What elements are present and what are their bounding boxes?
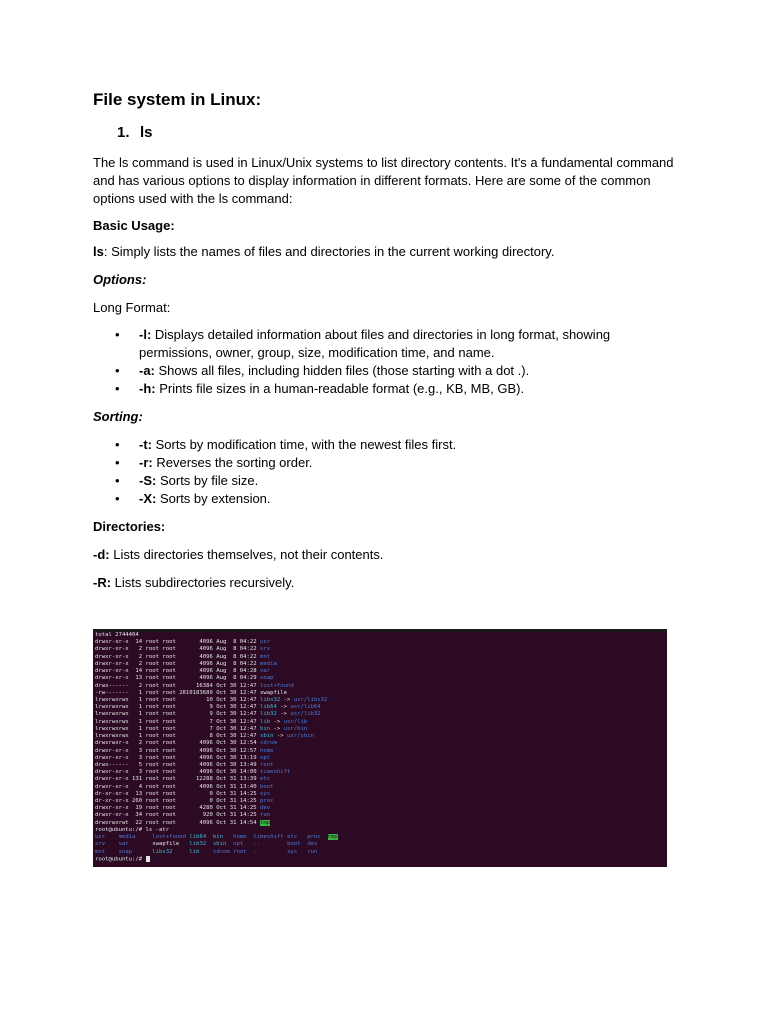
row-attributes: lrwxrwxrwx 1 root root 9 Oct 30 12:47 xyxy=(95,711,261,718)
listing-entry: sbin xyxy=(212,841,227,848)
listing-entry: .. xyxy=(253,841,261,848)
listing-entry: etc xyxy=(287,834,298,841)
sorting-heading: Sorting: xyxy=(93,409,143,424)
row-link-target: usr/lib64 xyxy=(290,704,321,711)
option-text: Sorts by modification time, with the newest files first. xyxy=(155,437,457,452)
listing-entry: media xyxy=(118,834,136,841)
terminal-row xyxy=(95,805,341,812)
option-flag: -t: xyxy=(139,437,152,452)
row-link-target: usr/lib32 xyxy=(290,711,321,718)
option-text: Displays detailed information about files and directories in long format, showing xyxy=(154,327,611,342)
row-entry-name: lib xyxy=(260,718,271,725)
row-attributes: drwx------ 2 root root 16384 Oct 30 12:47 xyxy=(95,682,261,689)
row-entry-name: etc xyxy=(260,776,271,783)
terminal-row xyxy=(95,776,341,783)
terminal-prompt-line xyxy=(95,827,341,834)
listing-gap xyxy=(223,834,233,840)
row-attributes: dr-xr-xr-x 260 root root 0 Oct 31 14:25 xyxy=(95,798,261,805)
intro-line: options used with the ls command: xyxy=(93,191,293,206)
directories-option-r xyxy=(93,574,294,592)
listing-gap xyxy=(328,841,341,847)
listing-gap xyxy=(132,849,152,855)
section-name: ls xyxy=(140,124,153,141)
row-attributes: drwxrwxr-x 2 root root 4096 Oct 30 12:54 xyxy=(95,740,261,747)
listing-entry: timeshift xyxy=(253,834,284,841)
long-format-list xyxy=(93,326,610,398)
listing-entry: mnt xyxy=(95,848,106,855)
listing-entry: sys xyxy=(287,848,298,855)
list-item xyxy=(93,326,610,362)
terminal-row xyxy=(95,762,341,769)
row-attributes: dr-xr-xr-x 13 root root 0 Oct 31 14:25 xyxy=(95,790,261,797)
terminal-row xyxy=(95,639,341,646)
row-attributes: drwxr-xr-x 3 root root 4096 Oct 30 13:19 xyxy=(95,754,261,761)
row-attributes: lrwxrwxrwx 1 root root 10 Oct 30 12:47 xyxy=(95,696,261,703)
terminal-row xyxy=(95,740,341,747)
terminal-row xyxy=(95,798,341,805)
listing-entry: root xyxy=(233,848,247,855)
row-entry-name: proc xyxy=(260,798,274,805)
terminal-row xyxy=(95,646,341,653)
total-text: total 2744404 xyxy=(95,632,139,638)
bullet-icon: • xyxy=(115,455,120,470)
listing-entry: lib32 xyxy=(189,841,207,848)
listing-gap xyxy=(328,849,341,855)
listing-gap xyxy=(243,841,253,847)
option-flag: -d: xyxy=(93,547,110,562)
row-entry-name: bin xyxy=(260,725,271,732)
terminal-row xyxy=(95,675,341,682)
listing-gap xyxy=(317,849,327,855)
bullet-icon: • xyxy=(115,437,120,452)
listing-entry: boot xyxy=(287,841,301,848)
row-attributes: lrwxrwxrwx 1 root root 8 Oct 30 12:47 xyxy=(95,733,261,740)
list-item xyxy=(93,362,610,380)
row-link-target: usr/lib xyxy=(283,718,308,725)
directories-option-d xyxy=(93,546,383,564)
row-link-arrow: -> xyxy=(276,711,291,718)
section-heading xyxy=(117,124,153,141)
terminal-row xyxy=(95,791,341,798)
row-entry-name: sys xyxy=(260,790,271,797)
listing-entry: bin xyxy=(212,834,224,841)
terminal-row xyxy=(95,683,341,690)
terminal-row xyxy=(95,661,341,668)
terminal-listing-row xyxy=(95,841,341,848)
option-text: Prints file sizes in a human-readable format (e.g., KB, MB, GB). xyxy=(159,381,525,396)
row-entry-name: var xyxy=(260,668,271,675)
listing-entry: lost+found xyxy=(152,834,186,841)
bullet-icon: • xyxy=(115,363,120,378)
sorting-list xyxy=(93,436,456,508)
listing-entry: usr xyxy=(95,834,106,841)
listing-gap xyxy=(135,834,152,840)
terminal-row xyxy=(95,654,341,661)
row-entry-name: tmp xyxy=(260,819,271,826)
listing-entry: dev xyxy=(307,841,318,848)
listing-gap xyxy=(179,841,189,847)
row-link-arrow: -> xyxy=(273,733,287,740)
listing-entry: cdrom xyxy=(212,848,230,855)
option-flag: -R: xyxy=(93,575,112,590)
row-entry-name: libx32 xyxy=(260,696,281,703)
listing-gap xyxy=(105,849,118,855)
row-attributes: drwxr-xr-x 131 root root 12288 Oct 31 13:39 xyxy=(95,776,261,783)
directories-heading: Directories: xyxy=(93,519,166,534)
row-attributes: drwxr-xr-x 2 root root 4096 Aug 8 04:22 xyxy=(95,653,261,660)
listing-gap xyxy=(105,834,118,840)
option-flag: -r: xyxy=(139,455,153,470)
row-link-arrow: -> xyxy=(270,725,284,732)
listing-entry: lib xyxy=(189,848,200,855)
bullet-icon: • xyxy=(115,473,120,488)
listing-entry: home xyxy=(233,834,247,841)
row-entry-name: run xyxy=(260,812,271,819)
option-text: permissions, owner, group, size, modification time, and name. xyxy=(139,345,495,360)
intro-line: and has various options to display information in different formats. Here are some of the common xyxy=(93,173,651,188)
listing-gap xyxy=(105,841,118,847)
basic-usage-text: : Simply lists the names of files and directories in the current working directory. xyxy=(103,244,555,259)
bullet-icon: • xyxy=(115,381,120,396)
row-link-target: usr/libx32 xyxy=(293,696,328,703)
row-entry-name: lib64 xyxy=(260,704,277,711)
terminal-row xyxy=(95,690,341,697)
listing-gap xyxy=(173,849,190,855)
row-entry-name: usr xyxy=(260,639,271,646)
listing-entry: tmp xyxy=(327,834,338,841)
row-attributes: drwxr-xr-x 3 root root 4096 Oct 30 12:57 xyxy=(95,747,261,754)
bullet-icon: • xyxy=(115,491,120,506)
row-attributes: lrwxrwxrwx 1 root root 7 Oct 30 12:47 xyxy=(95,718,261,725)
row-entry-name: root xyxy=(260,761,274,768)
row-attributes: drwxr-xr-x 34 root root 920 Oct 31 14:25 xyxy=(95,812,261,819)
row-attributes: -rw------- 1 root root 2810183680 Oct 30 12:47 xyxy=(95,689,261,696)
row-entry-name: lib32 xyxy=(260,711,277,718)
listing-entry: var xyxy=(118,841,129,848)
listing-gap xyxy=(260,841,287,847)
terminal-listing-row xyxy=(95,849,341,856)
row-entry-name: snap xyxy=(260,675,274,682)
row-link-arrow: -> xyxy=(270,718,284,725)
row-attributes: drwxr-xr-x 4 root root 4096 Oct 31 13:40 xyxy=(95,783,261,790)
listing-gap xyxy=(199,849,212,855)
options-heading: Options: xyxy=(93,272,147,287)
row-attributes: drwxrwxrwt 22 root root 4096 Oct 31 14:54 xyxy=(95,819,261,826)
listing-entry: proc xyxy=(307,834,321,841)
option-flag: -h: xyxy=(139,381,156,396)
row-entry-name: sbin xyxy=(260,733,274,740)
row-link-arrow: -> xyxy=(280,696,294,703)
row-attributes: drwxr-xr-x 19 root root 4280 Oct 31 14:25 xyxy=(95,805,261,812)
row-link-target: usr/sbin xyxy=(287,733,314,740)
option-flag: -a: xyxy=(139,363,155,378)
listing-gap xyxy=(297,849,307,855)
terminal-row xyxy=(95,697,341,704)
intro-line: The ls command is used in Linux/Unix systems to list directory contents. It's a fundamental command xyxy=(93,155,674,170)
terminal-screenshot xyxy=(93,629,667,867)
listing-entry: swapfile xyxy=(152,841,180,848)
terminal-listing-row xyxy=(95,834,341,841)
row-entry-name: mnt xyxy=(260,653,271,660)
list-item xyxy=(93,472,456,490)
long-format-heading: Long Format: xyxy=(93,300,171,315)
option-text: Lists directories themselves, not their contents. xyxy=(113,547,384,562)
terminal-row xyxy=(95,726,341,733)
row-entry-name: home xyxy=(260,747,274,754)
listing-gap xyxy=(206,841,213,847)
row-attributes: lrwxrwxrwx 1 root root 7 Oct 30 12:47 xyxy=(95,725,261,732)
listing-entry: snap xyxy=(118,848,133,855)
terminal-total-line xyxy=(95,632,341,639)
listing-gap xyxy=(317,841,327,847)
terminal-prompt-line xyxy=(95,856,341,863)
intro-paragraph xyxy=(93,154,674,208)
terminal-row xyxy=(95,711,341,718)
row-entry-name: swapfile xyxy=(260,689,287,696)
terminal-row xyxy=(95,719,341,726)
listing-entry: run xyxy=(307,848,318,855)
terminal-row xyxy=(95,812,341,819)
row-entry-name: media xyxy=(260,660,277,667)
option-text: Reverses the sorting order. xyxy=(156,455,313,470)
row-attributes: lrwxrwxrwx 1 root root 9 Oct 30 12:47 xyxy=(95,704,261,711)
row-entry-name: boot xyxy=(260,783,274,790)
row-link-target: usr/bin xyxy=(283,725,308,732)
terminal-row xyxy=(95,704,341,711)
option-flag: -S: xyxy=(139,473,157,488)
bullet-icon: • xyxy=(115,327,120,342)
basic-usage-heading: Basic Usage: xyxy=(93,218,175,233)
row-attributes: drwxr-xr-x 13 root root 4096 Aug 8 04:29 xyxy=(95,675,261,682)
option-flag: -X: xyxy=(139,491,157,506)
terminal-row xyxy=(95,748,341,755)
option-flag: -l: xyxy=(139,327,152,342)
row-entry-name: opt xyxy=(260,754,271,761)
listing-gap xyxy=(129,841,153,847)
listing-gap xyxy=(338,834,341,840)
option-text: Lists subdirectories recursively. xyxy=(114,575,295,590)
listing-gap xyxy=(297,834,307,840)
terminal-row xyxy=(95,820,341,827)
cursor-icon xyxy=(146,856,150,862)
row-attributes: drwxr-xr-x 14 root root 4096 Aug 8 04:22 xyxy=(95,639,261,646)
listing-gap xyxy=(206,834,213,840)
row-attributes: drwxr-xr-x 3 root root 4096 Oct 30 14:00 xyxy=(95,769,261,776)
option-text: Shows all files, including hidden files (those starting with a dot .). xyxy=(158,363,530,378)
row-attributes: drwxr-xr-x 2 root root 4096 Aug 8 04:22 xyxy=(95,646,261,653)
listing-gap xyxy=(321,834,328,840)
basic-usage-term: ls xyxy=(93,244,104,259)
listing-entry: lib64 xyxy=(189,834,207,841)
command-text: ls -atr xyxy=(145,826,170,833)
list-item xyxy=(93,454,456,472)
option-text: Sorts by extension. xyxy=(159,491,271,506)
option-text: Sorts by file size. xyxy=(159,473,259,488)
basic-usage-line xyxy=(93,243,554,261)
terminal-row xyxy=(95,733,341,740)
terminal-row xyxy=(95,668,341,675)
page-title: File system in Linux: xyxy=(93,90,262,109)
row-entry-name: cdrom xyxy=(260,740,277,747)
row-attributes: drwxr-xr-x 2 root root 4096 Aug 8 04:22 xyxy=(95,660,261,667)
prompt-text: root@ubuntu:/# xyxy=(95,856,146,863)
row-entry-name: dev xyxy=(260,805,271,812)
terminal-row xyxy=(95,755,341,762)
row-link-arrow: -> xyxy=(276,704,291,711)
list-item xyxy=(93,380,610,398)
list-item xyxy=(93,490,456,508)
terminal-row xyxy=(95,784,341,791)
row-attributes: drwx------ 5 root root 4096 Oct 30 13:49 xyxy=(95,761,261,768)
row-entry-name: lost+found xyxy=(260,682,294,689)
listing-entry: . xyxy=(253,848,257,855)
listing-gap xyxy=(257,849,287,855)
row-entry-name: timeshift xyxy=(260,769,291,776)
section-number: 1. xyxy=(117,124,130,141)
listing-entry: srv xyxy=(95,841,106,848)
list-item xyxy=(93,436,456,454)
row-attributes: drwxr-xr-x 14 root root 4096 Aug 8 04:28 xyxy=(95,668,261,675)
prompt-text: root@ubuntu:/# xyxy=(95,826,146,833)
listing-entry: opt xyxy=(233,841,244,848)
row-entry-name: srv xyxy=(260,646,271,653)
terminal-output xyxy=(95,632,341,863)
terminal-row xyxy=(95,769,341,776)
listing-entry: libx32 xyxy=(152,848,173,855)
